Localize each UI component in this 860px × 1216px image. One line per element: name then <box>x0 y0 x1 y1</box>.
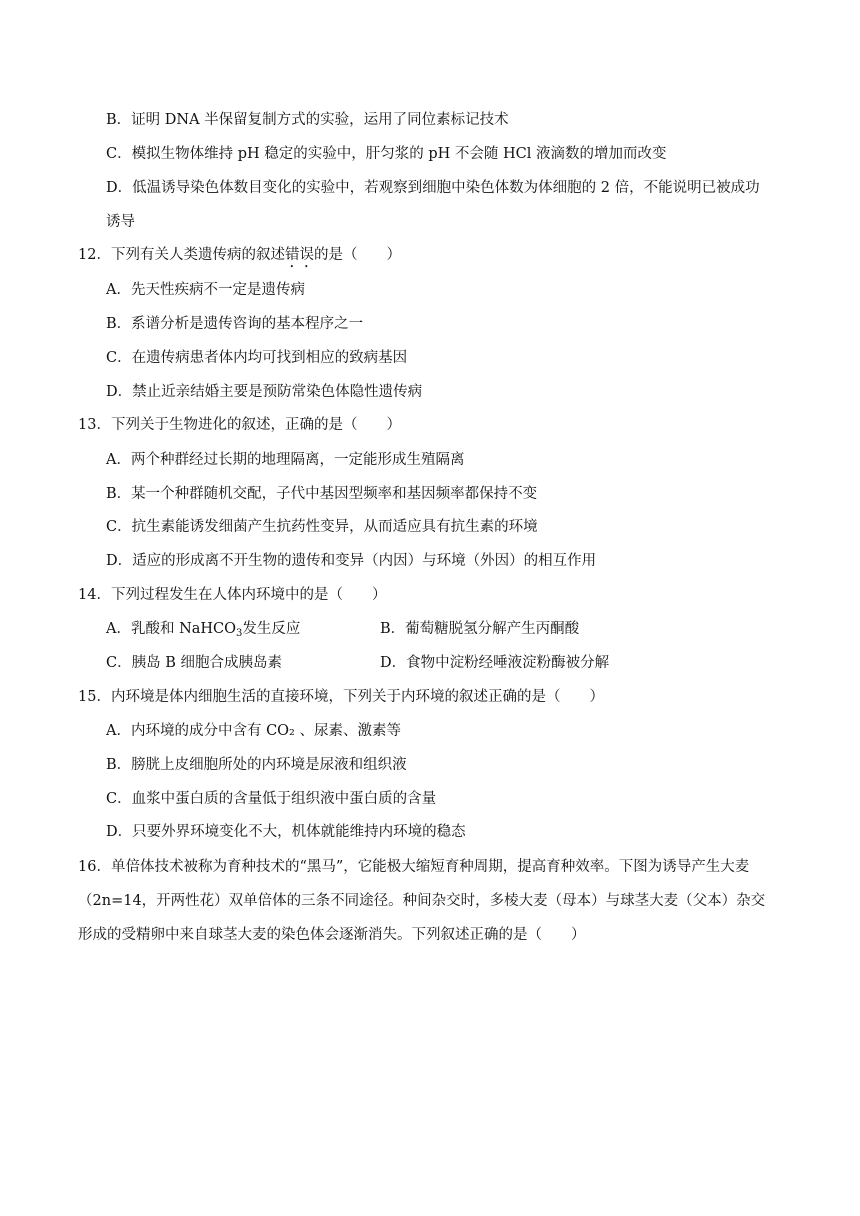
q15-option-b: B．膀胱上皮细胞所处的内环境是尿液和组织液 <box>106 757 407 773</box>
q14-stem: 14．下列过程发生在人体内环境中的是（ ） <box>78 587 387 603</box>
q15-option-a: A．内环境的成分中含有 CO₂ 、尿素、激素等 <box>106 723 401 739</box>
q13-stem: 13．下列关于生物进化的叙述，正确的是（ ） <box>78 417 401 433</box>
q15-stem: 15．内环境是体内细胞生活的直接环境，下列关于内环境的叙述正确的是（ ） <box>78 689 604 705</box>
q12-stem <box>78 245 401 271</box>
q12-stem-emphasis: 错误 <box>284 247 314 263</box>
q13-option-d: D．适应的形成离不开生物的遗传和变异（内因）与环境（外因）的相互作用 <box>106 553 597 569</box>
q12-stem-end: 的是（ ） <box>313 247 401 263</box>
q12-option-b: B．系谱分析是遗传咨询的基本程序之一 <box>106 316 364 332</box>
q14-option-d: D．食物中淀粉经唾液淀粉酶被分解 <box>380 655 610 671</box>
q14-option-a-subscript: 3 <box>236 628 243 639</box>
q15-option-c: C．血浆中蛋白质的含量低于组织液中蛋白质的含量 <box>106 791 437 807</box>
q11-option-c: C．模拟生物体维持 pH 稳定的实验中，肝匀浆的 pH 不会随 HCl 液滴数的增加而改变 <box>106 146 667 162</box>
q14-option-a-text: A．乳酸和 NaHCO <box>106 621 237 637</box>
q13-option-b: B．某一个种群随机交配，子代中基因型频率和基因频率都保持不变 <box>106 486 538 502</box>
q16-stem-line3: 形成的受精卵中来自球茎大麦的染色体会逐渐消失。下列叙述正确的是（ ） <box>78 927 586 943</box>
q11-option-d-line1: D．低温诱导染色体数目变化的实验中，若观察到细胞中染色体数为体细胞的 2 倍，不能说明已被成功 <box>106 180 760 196</box>
q16-stem-line2: （2n=14，开两性花）双单倍体的三条不同途径。种间杂交时，多棱大麦（母本）与球茎大麦（父本）杂交 <box>78 893 766 909</box>
q14-option-a <box>106 619 300 644</box>
q12-stem-text: 12．下列有关人类遗传病的叙述 <box>78 247 285 263</box>
q13-option-c: C．抗生素能诱发细菌产生抗药性变异，从而适应具有抗生素的环境 <box>106 519 538 535</box>
q13-option-a: A．两个种群经过长期的地理隔离，一定能形成生殖隔离 <box>106 452 465 468</box>
q14-option-c: C．胰岛 B 细胞合成胰岛素 <box>106 655 282 671</box>
q11-option-d-line2: 诱导 <box>106 214 135 230</box>
q16-stem-line1: 16．单倍体技术被称为育种技术的“黑马”，它能极大缩短育种周期，提高育种效率。下图为诱导产生大麦 <box>78 859 750 875</box>
q14-option-b: B．葡萄糖脱氢分解产生丙酮酸 <box>380 621 580 637</box>
q15-option-d: D．只要外界环境变化不大，机体就能维持内环境的稳态 <box>106 824 466 840</box>
q12-option-d: D．禁止近亲结婚主要是预防常染色体隐性遗传病 <box>106 384 423 400</box>
q12-option-a: A．先天性疾病不一定是遗传病 <box>106 282 305 298</box>
q11-option-b: B．证明 DNA 半保留复制方式的实验，运用了同位素标记技术 <box>106 112 509 128</box>
q14-option-a-end: 发生反应 <box>242 621 301 637</box>
q12-option-c: C．在遗传病患者体内均可找到相应的致病基因 <box>106 350 408 366</box>
